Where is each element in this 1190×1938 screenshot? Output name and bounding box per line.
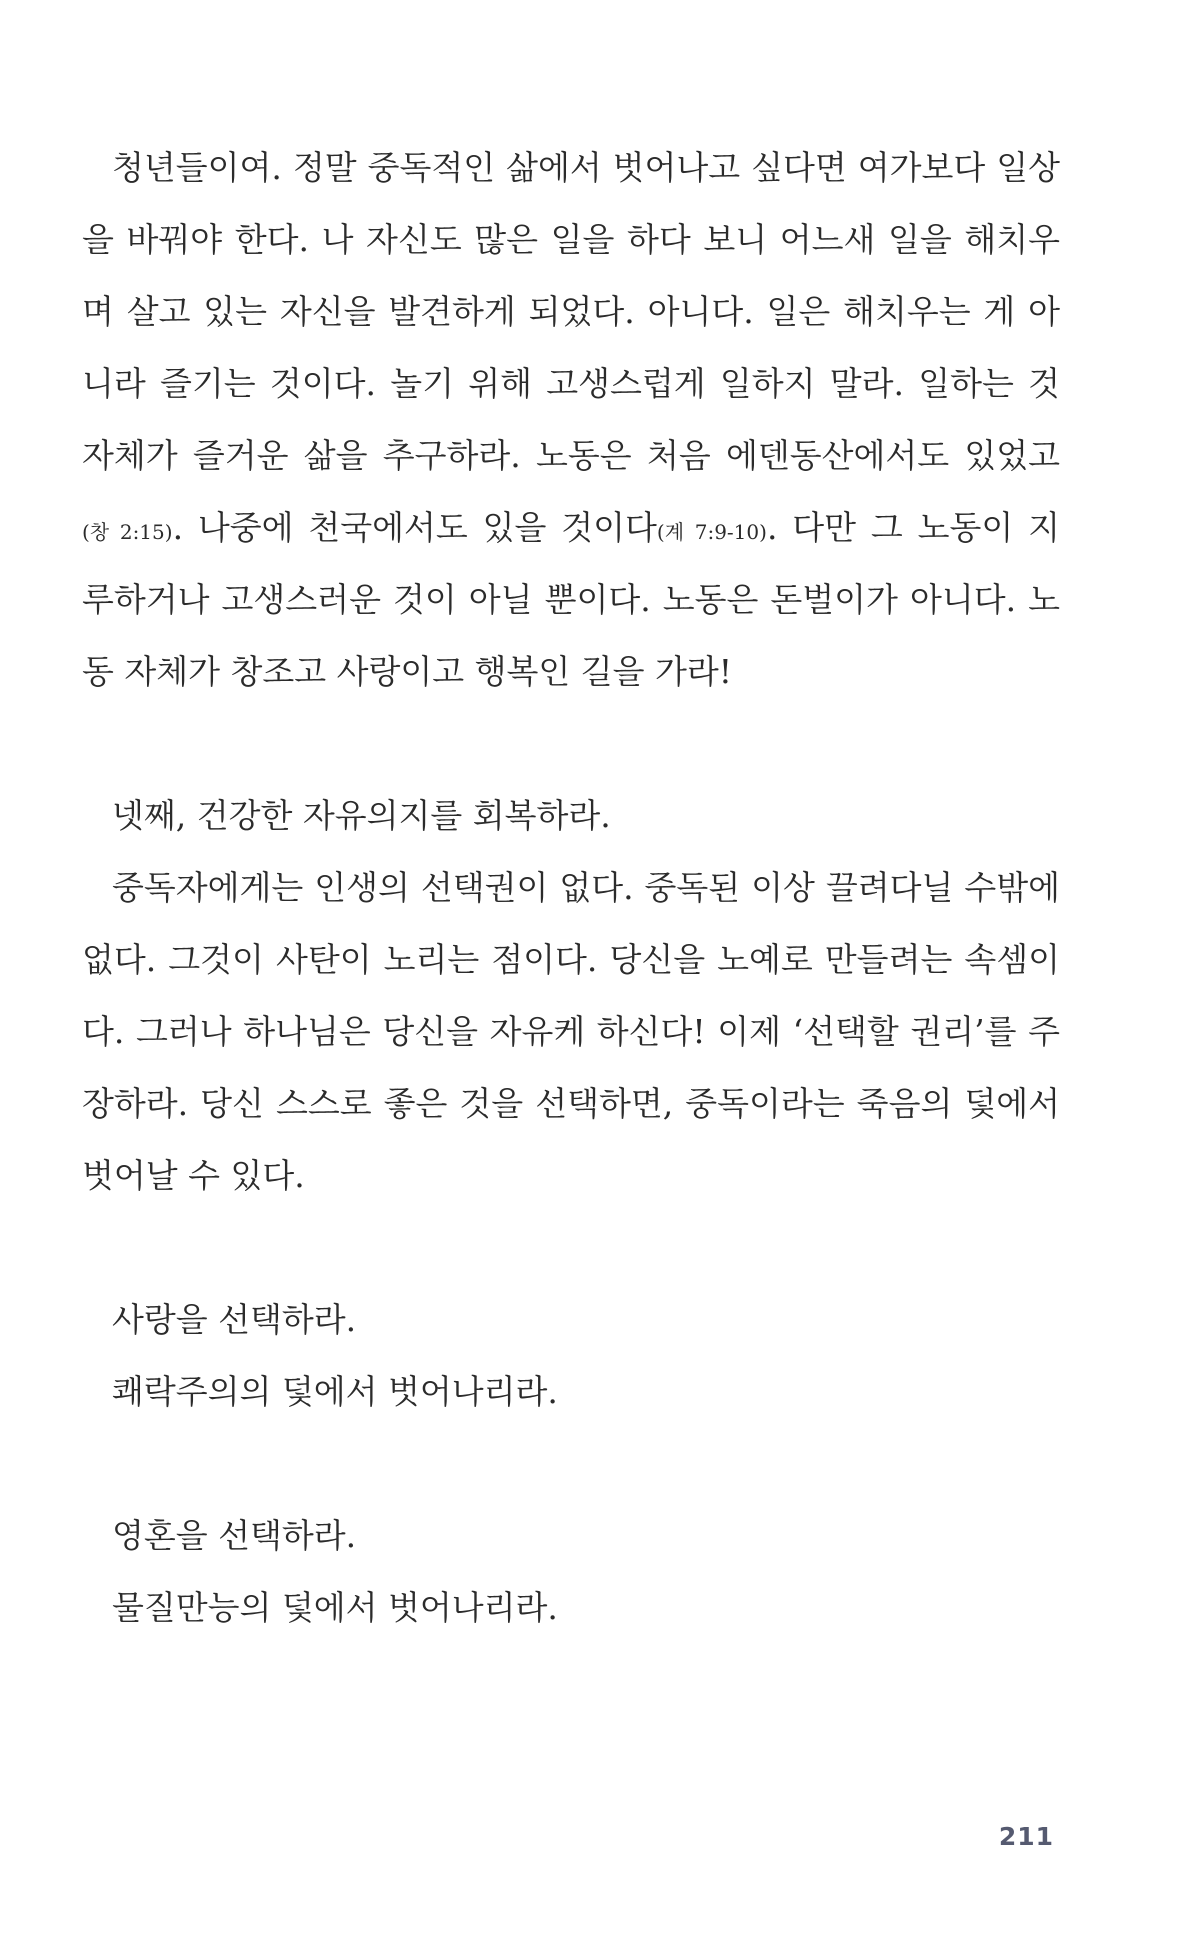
text-line: 다. 그러나 하나님은 당신을 자유케 하신다! 이제 ‘선택할 권리’를 주 [82, 1012, 1060, 1051]
text-fragment: . 나중에 천국에서도 있을 것이다 [172, 508, 657, 547]
spacer [82, 708, 1060, 780]
poem-stanza-love [82, 1284, 1060, 1428]
section-free-will [82, 780, 1060, 1212]
text-line: 며 살고 있는 자신을 발견하게 되었다. 아니다. 일은 해치우는 게 아 [82, 292, 1060, 331]
spacer [82, 1428, 1060, 1500]
poem-line: 쾌락주의의 덫에서 벗어나리라. [112, 1372, 558, 1411]
spacer [82, 1212, 1060, 1284]
text-line: 중독자에게는 인생의 선택권이 없다. 중독된 이상 끌려다닐 수밖에 [112, 868, 1060, 907]
text-line: 을 바꿔야 한다. 나 자신도 많은 일을 하다 보니 어느새 일을 해치우 [82, 220, 1060, 259]
text-line: 니라 즐기는 것이다. 놀기 위해 고생스럽게 일하지 말라. 일하는 것 [82, 364, 1060, 403]
text-line: 동 자체가 창조고 사랑이고 행복인 길을 가라! [82, 652, 733, 691]
paragraph-labor [82, 132, 1060, 708]
bible-reference: (창 2:15) [82, 520, 173, 544]
text-line: 청년들이여. 정말 중독적인 삶에서 벗어나고 싶다면 여가보다 일상 [112, 148, 1060, 187]
text-line: 없다. 그것이 사탄이 노리는 점이다. 당신을 노예로 만들려는 속셈이 [82, 940, 1060, 979]
poem-line: 사랑을 선택하라. [112, 1300, 357, 1339]
page-body [82, 132, 1060, 1644]
text-fragment: . 다만 그 노동이 지 [766, 508, 1060, 547]
poem-stanza-soul [82, 1500, 1060, 1644]
text-line: 자체가 즐거운 삶을 추구하라. 노동은 처음 에덴동산에서도 있었고 [82, 436, 1060, 475]
text-line: 벗어날 수 있다. [82, 1156, 305, 1195]
poem-line: 물질만능의 덫에서 벗어나리라. [112, 1588, 558, 1627]
text-line-with-references [82, 492, 1060, 564]
text-line: 루하거나 고생스러운 것이 아닐 뿐이다. 노동은 돈벌이가 아니다. 노 [82, 580, 1060, 619]
section-heading: 넷째, 건강한 자유의지를 회복하라. [112, 796, 611, 835]
page-number: 211 [998, 1822, 1054, 1851]
bible-reference: (계 7:9-10) [656, 520, 767, 544]
text-line: 장하라. 당신 스스로 좋은 것을 선택하면, 중독이라는 죽음의 덫에서 [82, 1084, 1060, 1123]
poem-line: 영혼을 선택하라. [112, 1516, 357, 1555]
